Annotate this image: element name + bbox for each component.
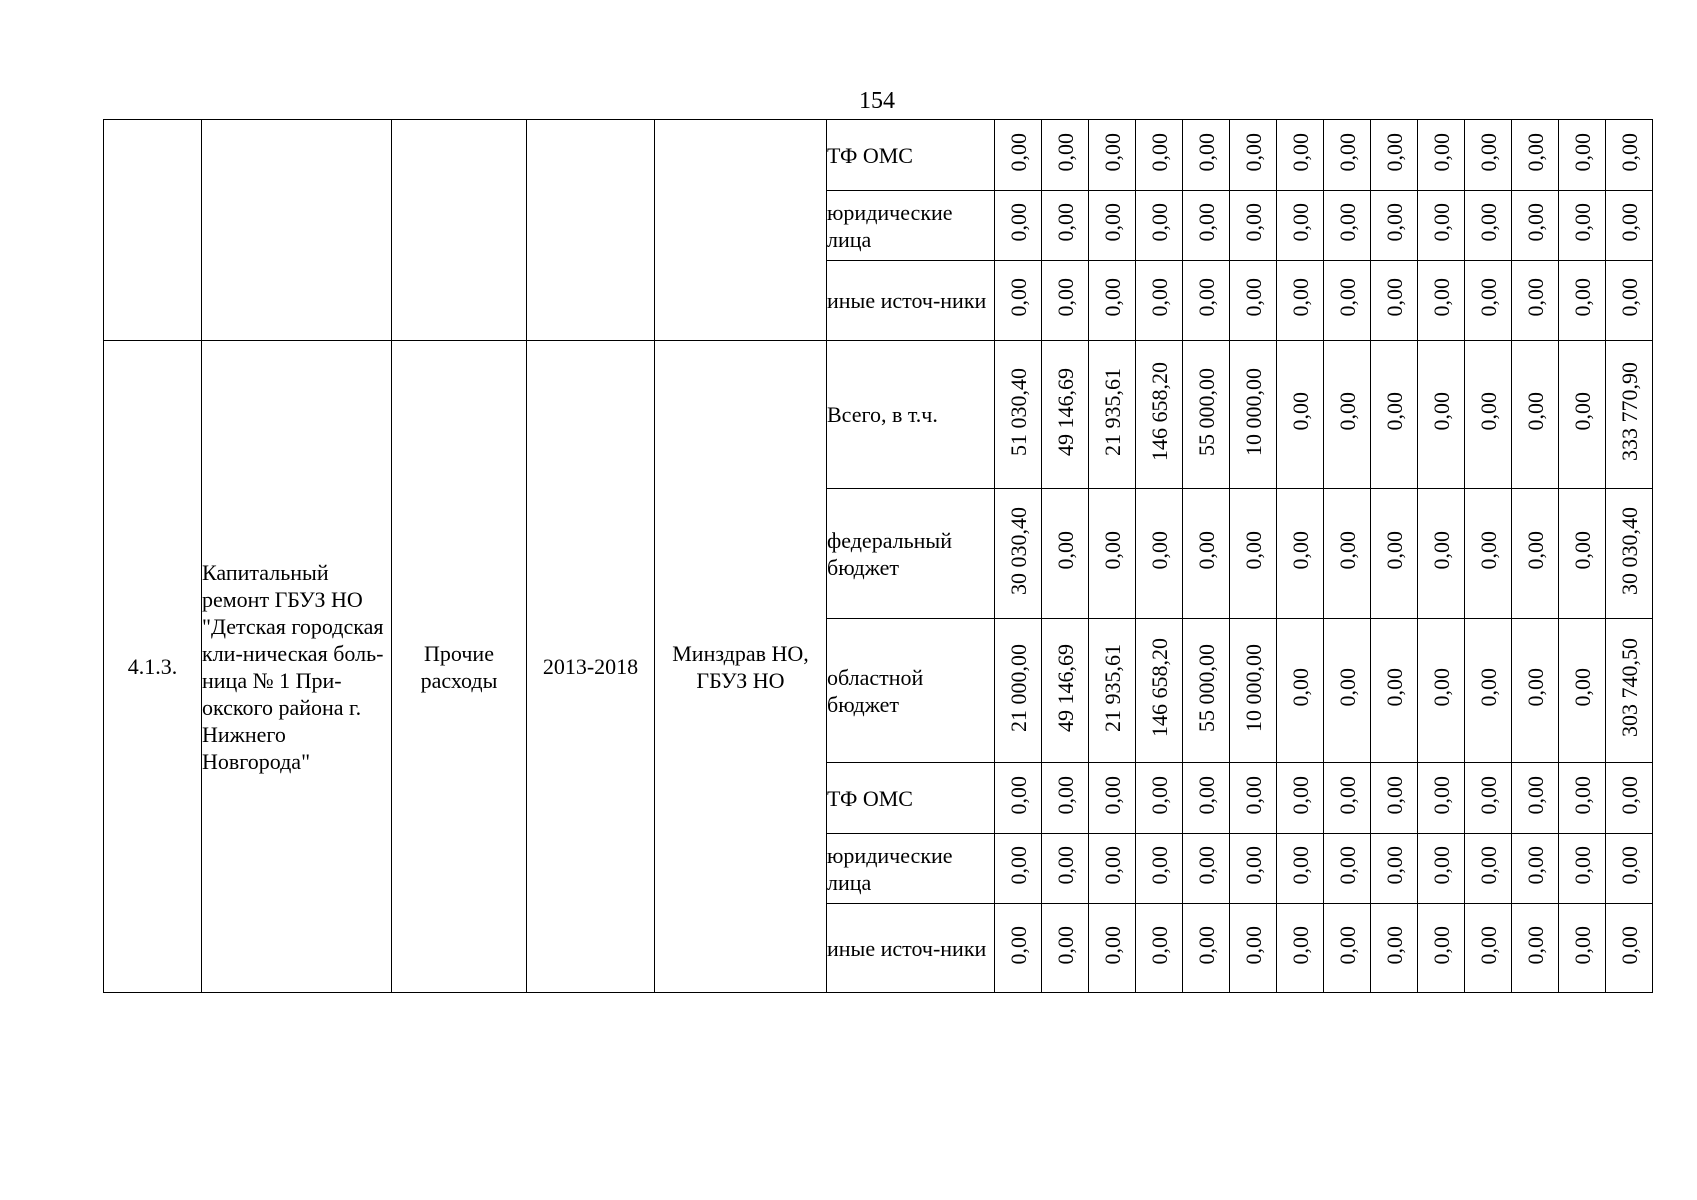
value-text: 0,00 (1287, 203, 1313, 242)
value-cell (1324, 619, 1371, 763)
value-cell (1371, 489, 1418, 619)
value-cell (1230, 489, 1277, 619)
value-cell (1089, 191, 1136, 261)
value-text: 0,00 (1005, 203, 1031, 242)
value-text: 0,00 (1569, 203, 1595, 242)
value-text: 0,00 (1428, 278, 1454, 317)
value-cell (1559, 904, 1606, 993)
number-cell-empty (104, 120, 202, 341)
value-cell (1465, 904, 1512, 993)
value-cell (1512, 904, 1559, 993)
category-cell-empty (392, 120, 527, 341)
value-cell (1371, 191, 1418, 261)
value-cell (1606, 341, 1653, 489)
value-cell (1371, 834, 1418, 904)
value-cell (1136, 261, 1183, 341)
value-text: 51 030,40 (1005, 367, 1031, 456)
value-text: 0,00 (1428, 203, 1454, 242)
value-text: 0,00 (1522, 531, 1548, 570)
value-text: 49 146,69 (1052, 643, 1078, 732)
value-cell (1371, 763, 1418, 834)
value-text: 0,00 (1193, 132, 1219, 172)
value-text: 30 030,40 (1616, 506, 1642, 595)
value-cell (1089, 619, 1136, 763)
value-text: 0,00 (1428, 531, 1454, 570)
value-text: 0,00 (1005, 775, 1031, 815)
value-text: 0,00 (1334, 531, 1360, 570)
value-cell (1606, 489, 1653, 619)
value-cell (1418, 763, 1465, 834)
value-cell (1136, 191, 1183, 261)
value-text: 0,00 (1334, 392, 1360, 431)
value-cell (1183, 763, 1230, 834)
value-cell (1512, 120, 1559, 191)
value-text: 0,00 (1240, 278, 1266, 317)
value-cell (1324, 341, 1371, 489)
value-cell (1371, 120, 1418, 191)
value-cell (1324, 904, 1371, 993)
value-cell (1559, 489, 1606, 619)
value-cell (1559, 120, 1606, 191)
value-cell (1277, 834, 1324, 904)
value-cell (1324, 120, 1371, 191)
value-text: 21 935,61 (1099, 367, 1125, 456)
value-text: 0,00 (1475, 925, 1501, 965)
value-text: 21 000,00 (1005, 643, 1031, 732)
value-text: 333 770,90 (1616, 362, 1642, 461)
value-text: 0,00 (1569, 668, 1595, 707)
value-cell (1277, 904, 1324, 993)
value-text: 0,00 (1522, 775, 1548, 815)
value-text: 0,00 (1240, 775, 1266, 815)
value-cell (1042, 904, 1089, 993)
value-text: 0,00 (1475, 775, 1501, 815)
source-cell: федеральный бюджет (827, 489, 995, 619)
value-cell (1183, 120, 1230, 191)
value-cell (1136, 763, 1183, 834)
value-text: 0,00 (1099, 132, 1125, 172)
value-cell (995, 261, 1042, 341)
value-cell (1371, 341, 1418, 489)
value-cell (1418, 619, 1465, 763)
value-text: 0,00 (1193, 278, 1219, 317)
value-text: 49 146,69 (1052, 367, 1078, 456)
value-text: 0,00 (1428, 775, 1454, 815)
value-cell (1418, 904, 1465, 993)
table-row (104, 120, 1653, 191)
value-cell (1465, 763, 1512, 834)
value-cell (995, 834, 1042, 904)
value-cell (1230, 904, 1277, 993)
value-cell (1089, 489, 1136, 619)
value-cell (1277, 489, 1324, 619)
value-text: 0,00 (1052, 278, 1078, 317)
value-text: 0,00 (1052, 203, 1078, 242)
value-cell (1512, 261, 1559, 341)
value-cell (1512, 834, 1559, 904)
value-text: 0,00 (1381, 531, 1407, 570)
value-cell (1230, 120, 1277, 191)
value-cell (1559, 341, 1606, 489)
value-text: 0,00 (1240, 203, 1266, 242)
value-text: 0,00 (1381, 775, 1407, 815)
value-text: 0,00 (1334, 775, 1360, 815)
value-text: 0,00 (1193, 925, 1219, 965)
value-cell (1418, 834, 1465, 904)
value-cell (1277, 341, 1324, 489)
value-text: 0,00 (1334, 278, 1360, 317)
value-text: 0,00 (1287, 392, 1313, 431)
item-number: 4.1.3. (104, 341, 202, 993)
value-text: 0,00 (1052, 775, 1078, 815)
value-cell (995, 120, 1042, 191)
value-text: 0,00 (1569, 925, 1595, 965)
value-text: 0,00 (1099, 531, 1125, 570)
value-cell (1183, 904, 1230, 993)
value-text: 0,00 (1381, 668, 1407, 707)
value-text: 0,00 (1146, 132, 1172, 172)
value-text: 0,00 (1381, 925, 1407, 965)
value-cell (1324, 489, 1371, 619)
value-cell (995, 763, 1042, 834)
value-cell (1418, 120, 1465, 191)
value-text: 0,00 (1099, 775, 1125, 815)
value-text: 0,00 (1146, 278, 1172, 317)
source-cell: юридические лица (827, 834, 995, 904)
value-text: 0,00 (1428, 925, 1454, 965)
value-text: 0,00 (1522, 132, 1548, 172)
value-text: 0,00 (1146, 925, 1172, 965)
value-cell (1418, 191, 1465, 261)
value-text: 0,00 (1052, 925, 1078, 965)
value-cell (1418, 341, 1465, 489)
value-cell (1559, 619, 1606, 763)
value-cell (995, 904, 1042, 993)
table-row (104, 341, 1653, 489)
value-cell (1136, 120, 1183, 191)
value-text: 0,00 (1334, 925, 1360, 965)
value-cell (1324, 191, 1371, 261)
value-text: 0,00 (1099, 925, 1125, 965)
value-cell (995, 619, 1042, 763)
source-cell: ТФ ОМС (827, 120, 995, 191)
value-text: 0,00 (1616, 846, 1642, 885)
value-cell (1465, 191, 1512, 261)
value-cell (1465, 834, 1512, 904)
value-text: 0,00 (1381, 203, 1407, 242)
value-cell (1559, 191, 1606, 261)
value-text: 0,00 (1475, 392, 1501, 431)
source-cell: иные источ-ники (827, 904, 995, 993)
value-cell (1042, 341, 1089, 489)
value-cell (1136, 834, 1183, 904)
value-cell (1559, 834, 1606, 904)
value-cell (1606, 191, 1653, 261)
value-cell (1512, 763, 1559, 834)
value-text: 0,00 (1193, 775, 1219, 815)
value-cell (1183, 619, 1230, 763)
value-cell (1183, 489, 1230, 619)
name-cell-empty (202, 120, 392, 341)
value-text: 0,00 (1099, 846, 1125, 885)
value-text: 0,00 (1616, 278, 1642, 317)
value-text: 0,00 (1475, 668, 1501, 707)
value-text: 0,00 (1287, 531, 1313, 570)
value-cell (1606, 261, 1653, 341)
value-text: 303 740,50 (1616, 638, 1642, 737)
value-text: 0,00 (1240, 846, 1266, 885)
item-executor: Минздрав НО, ГБУЗ НО (655, 341, 827, 993)
value-text: 0,00 (1616, 203, 1642, 242)
value-cell (1277, 763, 1324, 834)
value-cell (1277, 191, 1324, 261)
value-cell (1371, 904, 1418, 993)
value-cell (1512, 489, 1559, 619)
value-text: 0,00 (1616, 132, 1642, 172)
value-cell (1230, 191, 1277, 261)
value-text: 0,00 (1052, 846, 1078, 885)
value-cell (1042, 261, 1089, 341)
value-text: 0,00 (1099, 278, 1125, 317)
value-text: 21 935,61 (1099, 643, 1125, 732)
value-cell (1277, 619, 1324, 763)
page-number: 154 (859, 88, 895, 114)
value-text: 0,00 (1522, 203, 1548, 242)
value-text: 0,00 (1287, 775, 1313, 815)
value-text: 0,00 (1005, 925, 1031, 965)
value-text: 0,00 (1428, 668, 1454, 707)
value-text: 0,00 (1334, 132, 1360, 172)
value-text: 0,00 (1475, 132, 1501, 172)
source-cell: юридические лица (827, 191, 995, 261)
funding-table (103, 119, 1653, 993)
item-name: Капитальный ремонт ГБУЗ НО "Детская городская кли-ническая боль-ница № 1 При-окского района г. Нижнего Новгорода" (202, 341, 392, 993)
value-text: 0,00 (1381, 392, 1407, 431)
value-cell (1371, 261, 1418, 341)
value-cell (1559, 261, 1606, 341)
item-category: Прочие расходы (392, 341, 527, 993)
value-cell (1089, 341, 1136, 489)
value-text: 0,00 (1381, 278, 1407, 317)
value-text: 0,00 (1005, 132, 1031, 172)
value-text: 0,00 (1475, 846, 1501, 885)
value-text: 30 030,40 (1005, 506, 1031, 595)
value-text: 0,00 (1569, 846, 1595, 885)
item-period: 2013-2018 (527, 341, 655, 993)
value-text: 0,00 (1522, 925, 1548, 965)
value-cell (1324, 834, 1371, 904)
value-cell (1277, 261, 1324, 341)
value-text: 0,00 (1616, 925, 1642, 965)
value-text: 0,00 (1569, 531, 1595, 570)
value-text: 10 000,00 (1240, 367, 1266, 456)
value-text: 0,00 (1146, 203, 1172, 242)
value-text: 0,00 (1475, 203, 1501, 242)
value-text: 0,00 (1569, 278, 1595, 317)
value-text: 0,00 (1240, 531, 1266, 570)
value-cell (995, 341, 1042, 489)
value-text: 0,00 (1428, 132, 1454, 172)
value-cell (1089, 904, 1136, 993)
value-text: 55 000,00 (1193, 643, 1219, 732)
value-cell (1183, 261, 1230, 341)
value-text: 0,00 (1381, 132, 1407, 172)
value-cell (1606, 904, 1653, 993)
value-cell (1559, 763, 1606, 834)
value-text: 0,00 (1334, 203, 1360, 242)
value-text: 0,00 (1569, 132, 1595, 172)
value-text: 0,00 (1381, 846, 1407, 885)
value-cell (1277, 120, 1324, 191)
source-cell: областной бюджет (827, 619, 995, 763)
value-cell (1606, 834, 1653, 904)
value-text: 0,00 (1146, 846, 1172, 885)
value-cell (1183, 834, 1230, 904)
value-text: 146 658,20 (1146, 638, 1172, 737)
period-cell-empty (527, 120, 655, 341)
value-cell (1042, 120, 1089, 191)
value-text: 0,00 (1522, 392, 1548, 431)
value-cell (1136, 904, 1183, 993)
value-text: 0,00 (1287, 278, 1313, 317)
value-cell (1230, 619, 1277, 763)
value-text: 0,00 (1146, 531, 1172, 570)
value-cell (1136, 489, 1183, 619)
value-cell (1042, 834, 1089, 904)
value-text: 10 000,00 (1240, 643, 1266, 732)
value-cell (1324, 261, 1371, 341)
value-cell (1465, 341, 1512, 489)
value-text: 0,00 (1616, 775, 1642, 815)
source-cell: ТФ ОМС (827, 763, 995, 834)
value-text: 0,00 (1193, 846, 1219, 885)
value-text: 0,00 (1428, 392, 1454, 431)
value-cell (1089, 834, 1136, 904)
value-cell (1230, 341, 1277, 489)
value-cell (1230, 261, 1277, 341)
value-cell (995, 489, 1042, 619)
value-cell (1089, 120, 1136, 191)
value-cell (995, 191, 1042, 261)
value-text: 0,00 (1522, 846, 1548, 885)
source-cell: Всего, в т.ч. (827, 341, 995, 489)
value-cell (1089, 763, 1136, 834)
value-text: 0,00 (1240, 925, 1266, 965)
value-cell (1089, 261, 1136, 341)
value-cell (1042, 489, 1089, 619)
value-text: 0,00 (1522, 278, 1548, 317)
value-cell (1042, 191, 1089, 261)
value-text: 146 658,20 (1146, 362, 1172, 461)
value-text: 0,00 (1099, 203, 1125, 242)
value-text: 0,00 (1475, 531, 1501, 570)
value-text: 0,00 (1052, 132, 1078, 172)
value-text: 0,00 (1287, 132, 1313, 172)
value-cell (1183, 341, 1230, 489)
value-text: 0,00 (1428, 846, 1454, 885)
value-cell (1465, 489, 1512, 619)
value-cell (1136, 341, 1183, 489)
value-text: 0,00 (1005, 846, 1031, 885)
value-cell (1512, 619, 1559, 763)
value-cell (1042, 619, 1089, 763)
value-text: 0,00 (1522, 668, 1548, 707)
value-text: 0,00 (1569, 392, 1595, 431)
value-cell (1418, 489, 1465, 619)
value-text: 0,00 (1193, 531, 1219, 570)
value-cell (1230, 834, 1277, 904)
value-text: 0,00 (1287, 925, 1313, 965)
executor-cell-empty (655, 120, 827, 341)
value-text: 0,00 (1146, 775, 1172, 815)
value-cell (1465, 120, 1512, 191)
value-cell (1606, 120, 1653, 191)
value-cell (1418, 261, 1465, 341)
value-cell (1183, 191, 1230, 261)
value-cell (1606, 619, 1653, 763)
value-text: 0,00 (1005, 278, 1031, 317)
value-text: 0,00 (1193, 203, 1219, 242)
value-text: 0,00 (1334, 846, 1360, 885)
value-text: 0,00 (1334, 668, 1360, 707)
source-cell: иные источ-ники (827, 261, 995, 341)
value-text: 55 000,00 (1193, 367, 1219, 456)
value-cell (1465, 619, 1512, 763)
value-cell (1136, 619, 1183, 763)
value-text: 0,00 (1475, 278, 1501, 317)
value-text: 0,00 (1052, 531, 1078, 570)
value-text: 0,00 (1569, 775, 1595, 815)
value-cell (1042, 763, 1089, 834)
value-cell (1371, 619, 1418, 763)
value-cell (1230, 763, 1277, 834)
value-text: 0,00 (1287, 668, 1313, 707)
value-cell (1606, 763, 1653, 834)
value-text: 0,00 (1287, 846, 1313, 885)
value-cell (1465, 261, 1512, 341)
value-cell (1512, 191, 1559, 261)
value-cell (1512, 341, 1559, 489)
value-text: 0,00 (1240, 132, 1266, 172)
value-cell (1324, 763, 1371, 834)
